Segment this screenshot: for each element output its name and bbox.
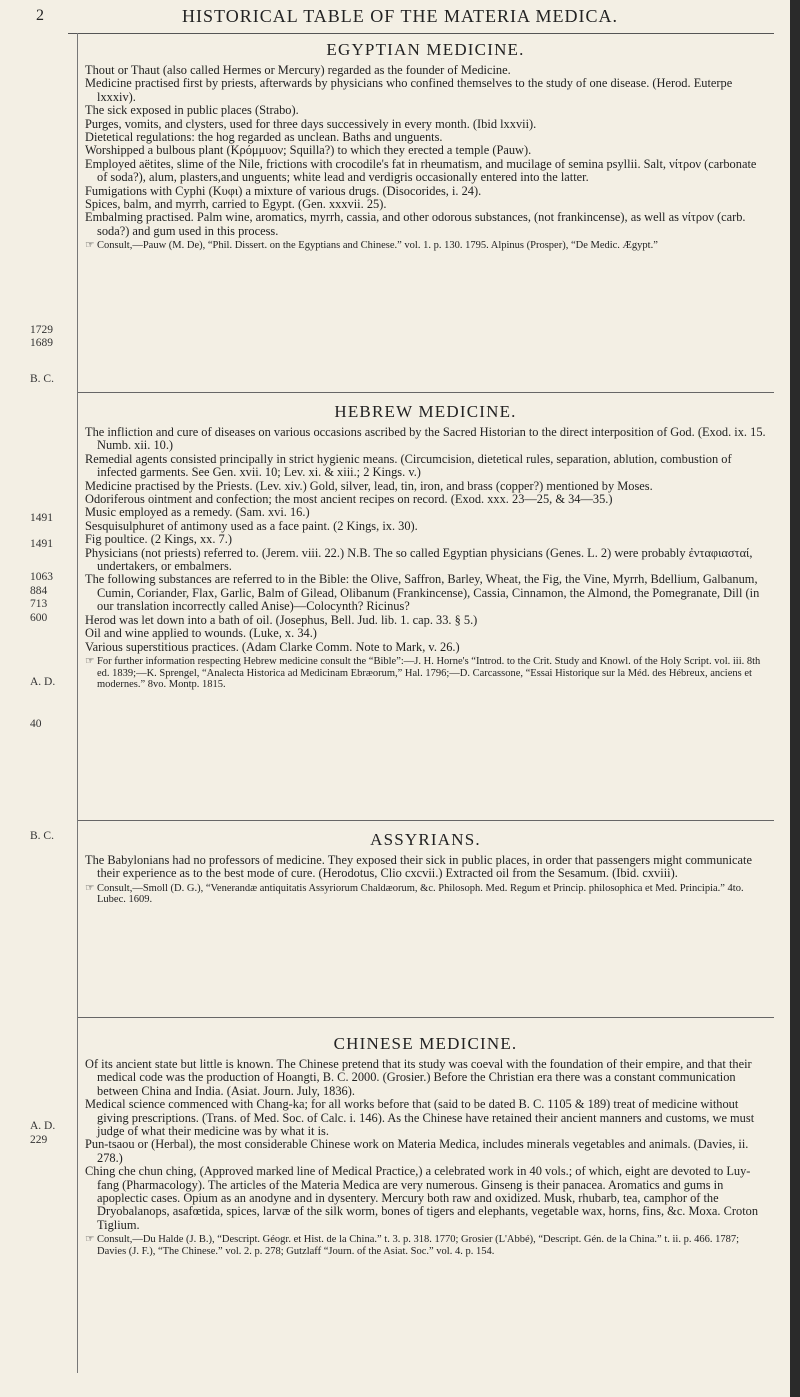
book-spine-edge	[790, 0, 800, 1397]
margin-date: 1491	[30, 512, 53, 524]
margin-date: 1689	[30, 337, 53, 349]
paragraph: The Babylonians had no professors of medicine. They exposed their sick in public places, in order that passengers might communicate their experience as to the best mode of cure. (Herodotus, Clio cxcvii.) Extracted oil from the Sesamum. (Ibid. cxviii).	[85, 853, 752, 881]
page-number: 2	[36, 7, 44, 24]
margin-date: 713	[30, 598, 48, 610]
paragraph: Sesquisulphuret of antimony used as a face paint. (2 Kings, ix. 30).	[85, 518, 418, 533]
paragraph: Music employed as a remedy. (Sam. xvi. 16.)	[85, 505, 310, 520]
section-chinese	[85, 1034, 766, 1257]
paragraph: Medicine practised first by priests, afterwards by physicians who confined themselves to the study of one disease. (Herod. Euterpe lxxxiv).	[85, 76, 733, 104]
margin-date: B. C.	[30, 830, 54, 842]
section-divider	[78, 1017, 774, 1018]
paragraph: Worshipped a bulbous plant (Κρόμμυον; Squilla?) to which they erected a temple (Pauw).	[85, 143, 532, 158]
paragraph: Fig poultice. (2 Kings, xx. 7.)	[85, 532, 232, 547]
paragraph: Employed aëtites, slime of the Nile, frictions with crocodile's fat in rheumatism, and mucilage of semina psyllii. Salt, νίτρον (carbonate of soda?), alum, plasters,and unguents; white lead and verdigris occasionally entered into the latter.	[85, 156, 757, 185]
paragraph: The following substances are referred to in the Bible: the Olive, Saffron, Barley, Wheat, the Fig, the Vine, Myrrh, Bdellium, Galbanum, Cumin, Coriander, Flax, Garlic, Balm of Gilead, Olibanum (Frankincense), Cassia, Cinnamon, the Almond, the Pomegranate, Dill (in our translation incorrectly called Anise)—Colocynth? Ricinus?	[85, 572, 760, 614]
section-title: EGYPTIAN MEDICINE.	[326, 40, 525, 59]
section-hebrew	[85, 402, 766, 691]
paragraph: Physicians (not priests) referred to. (Jerem. viii. 22.) N.B. The so called Egyptian physicians (Genes. L. 2) were probably ἐνταφιασταί, undertakers, or embalmers.	[85, 545, 753, 574]
paragraph: Dietetical regulations: the hog regarded as unclean. Baths and unguents.	[85, 130, 443, 145]
section-title: CHINESE MEDICINE.	[333, 1034, 518, 1053]
paragraph: Purges, vomits, and clysters, used for three days successively in every month. (Ibid lxxvii).	[85, 116, 537, 131]
references: ☞ Consult,—Pauw (M. De), “Phil. Dissert. on the Egyptians and Chinese.” vol. 1. p. 130. 1795. Alpinus (Prosper), “De Medic. Ægypt.”	[85, 240, 658, 252]
paragraph: Of its ancient state but little is known. The Chinese pretend that its study was coeval with the foundation of their empire, and that their medical code was the production of Hoangti, B. C. 2000. (Grosier.) Before the Christian era there was a constant communication between China and India. (Asiat. Journ. July, 1836).	[85, 1057, 752, 1098]
paragraph: The infliction and cure of diseases on various occasions ascribed by the Sacred Historian to the direct interposition of God. (Exod. ix. 15. Numb. xii. 10.)	[85, 425, 766, 453]
paragraph: Ching che chun ching, (Approved marked line of Medical Practice,) a celebrated work in 40 vols.; of which, eight are devoted to Luy-fang (Pharmacology). The articles of the Materia Medica are very numerous. Ginseng is their panacea. Aromatics and gums in apoplectic cases. Opium as an anodyne and in dysentery. Mercury both raw and oxidized. Musk, rhubarb, tea, camphor of the Dryobalanops, asafœtida, spices, larvæ of the silk worm, bones of tigers and elephants, vegetable wax, horns, fins, &c. Moxa. Croton Tiglium.	[85, 1164, 759, 1232]
references: ☞ Consult,—Smoll (D. G.), “Venerandæ antiquitatis Assyriorum Chaldæorum, &c. Philosoph. Med. Regum et Princip. philosophica et Med. Principia.” 4to. Lubec. 1609.	[85, 882, 744, 906]
paragraph: Embalming practised. Palm wine, aromatics, myrrh, cassia, and other odorous substances, (not frankincense), as well as νίτρον (carb. soda?) and gum used in this process.	[85, 210, 746, 238]
references: ☞ For further information respecting Hebrew medicine consult the “Bible”:—J. H. Horne's “Introd. to the Crit. Study and Knowl. of the Holy Script. vol. iii. 8th ed. 1839;—K. Sprengel, “Analecta Historica ad Medicinam Ebræorum,” Hal. 1796;—D. Carcassone, “Essai Historique sur la Méd. des Hébreux, anciens et modernes.” 8vo. Montp. 1815.	[85, 655, 761, 691]
section-title: HEBREW MEDICINE.	[334, 402, 517, 421]
paragraph: The sick exposed in public places (Strabo).	[85, 103, 299, 118]
margin-rule	[77, 33, 78, 1373]
header-rule	[68, 33, 774, 34]
margin-date: 1063	[30, 571, 53, 583]
section-assyrians	[85, 830, 766, 906]
paragraph: Spices, balm, and myrrh, carried to Egypt. (Gen. xxxvii. 25).	[85, 197, 387, 212]
margin-date: 1491	[30, 538, 53, 550]
paragraph: Pun-tsaou or (Herbal), the most considerable Chinese work on Materia Medica, includes minerals vegetables and animals. (Davies, ii. 278.)	[85, 1137, 749, 1165]
references: ☞ Consult,—Du Halde (J. B.), “Descript. Géogr. et Hist. de la China.” t. 3. p. 318. 1770; Grosier (L'Abbé), “Descript. Gén. de la China.” t. ii. p. 466. 1787; Davies (J. F.), “The Chinese.” vol. 2. p. 278; Gutzlaff “Journ. of the Asiat. Soc.” vol. 4. p. 154.	[85, 1234, 740, 1257]
margin-date: 600	[30, 612, 48, 624]
section-egyptian	[85, 40, 766, 252]
running-title: HISTORICAL TABLE OF THE MATERIA MEDICA.	[182, 6, 618, 26]
paragraph: Oil and wine applied to wounds. (Luke, x. 34.)	[85, 626, 317, 641]
paragraph: Herod was let down into a bath of oil. (Josephus, Bell. Jud. lib. 1. cap. 33. § 5.)	[85, 612, 478, 627]
margin-date: 884	[30, 585, 48, 597]
margin-date: A. D.	[30, 676, 56, 688]
margin-date: 229	[30, 1134, 48, 1146]
paragraph: Medical science commenced with Chang-ka; for all works before that (said to be dated B. C. 1105 & 189) treat of medicine without giving prescriptions. (Trans. of Med. Soc. of Calc. i. 146). As the Chinese have retained their ancient manners and customs, we must judge of what their medicine was by what it is.	[85, 1097, 755, 1139]
section-divider	[78, 820, 774, 821]
paragraph: Fumigations with Cyphi (Κυφι) a mixture of various drugs. (Disocorides, i. 24).	[85, 183, 482, 198]
margin-date: B. C.	[30, 373, 54, 385]
section-title: ASSYRIANS.	[370, 830, 481, 849]
paragraph: Various superstitious practices. (Adam Clarke Comm. Note to Mark, v. 26.)	[85, 639, 460, 654]
paragraph: Thout or Thaut (also called Hermes or Mercury) regarded as the founder of Medicine.	[85, 63, 511, 77]
margin-date: A. D.	[30, 1120, 56, 1132]
paragraph: Medicine practised by the Priests. (Lev. xiv.) Gold, silver, lead, tin, iron, and brass (copper?) mentioned by Moses.	[85, 478, 653, 493]
paragraph: Remedial agents consisted principally in strict hygienic means. (Circumcision, dietetical rules, separation, ablution, combustion of infected garments. See Gen. xvii. 10; Lev. xi. & xiii.; 2 Kings. v.)	[85, 451, 732, 480]
margin-date: 1729	[30, 324, 53, 336]
section-divider	[78, 392, 774, 393]
margin-date: 40	[30, 718, 42, 730]
paragraph: Odoriferous ointment and confection; the most ancient recipes on record. (Exod. xxx. 23—25, & 34—35.)	[85, 492, 613, 507]
